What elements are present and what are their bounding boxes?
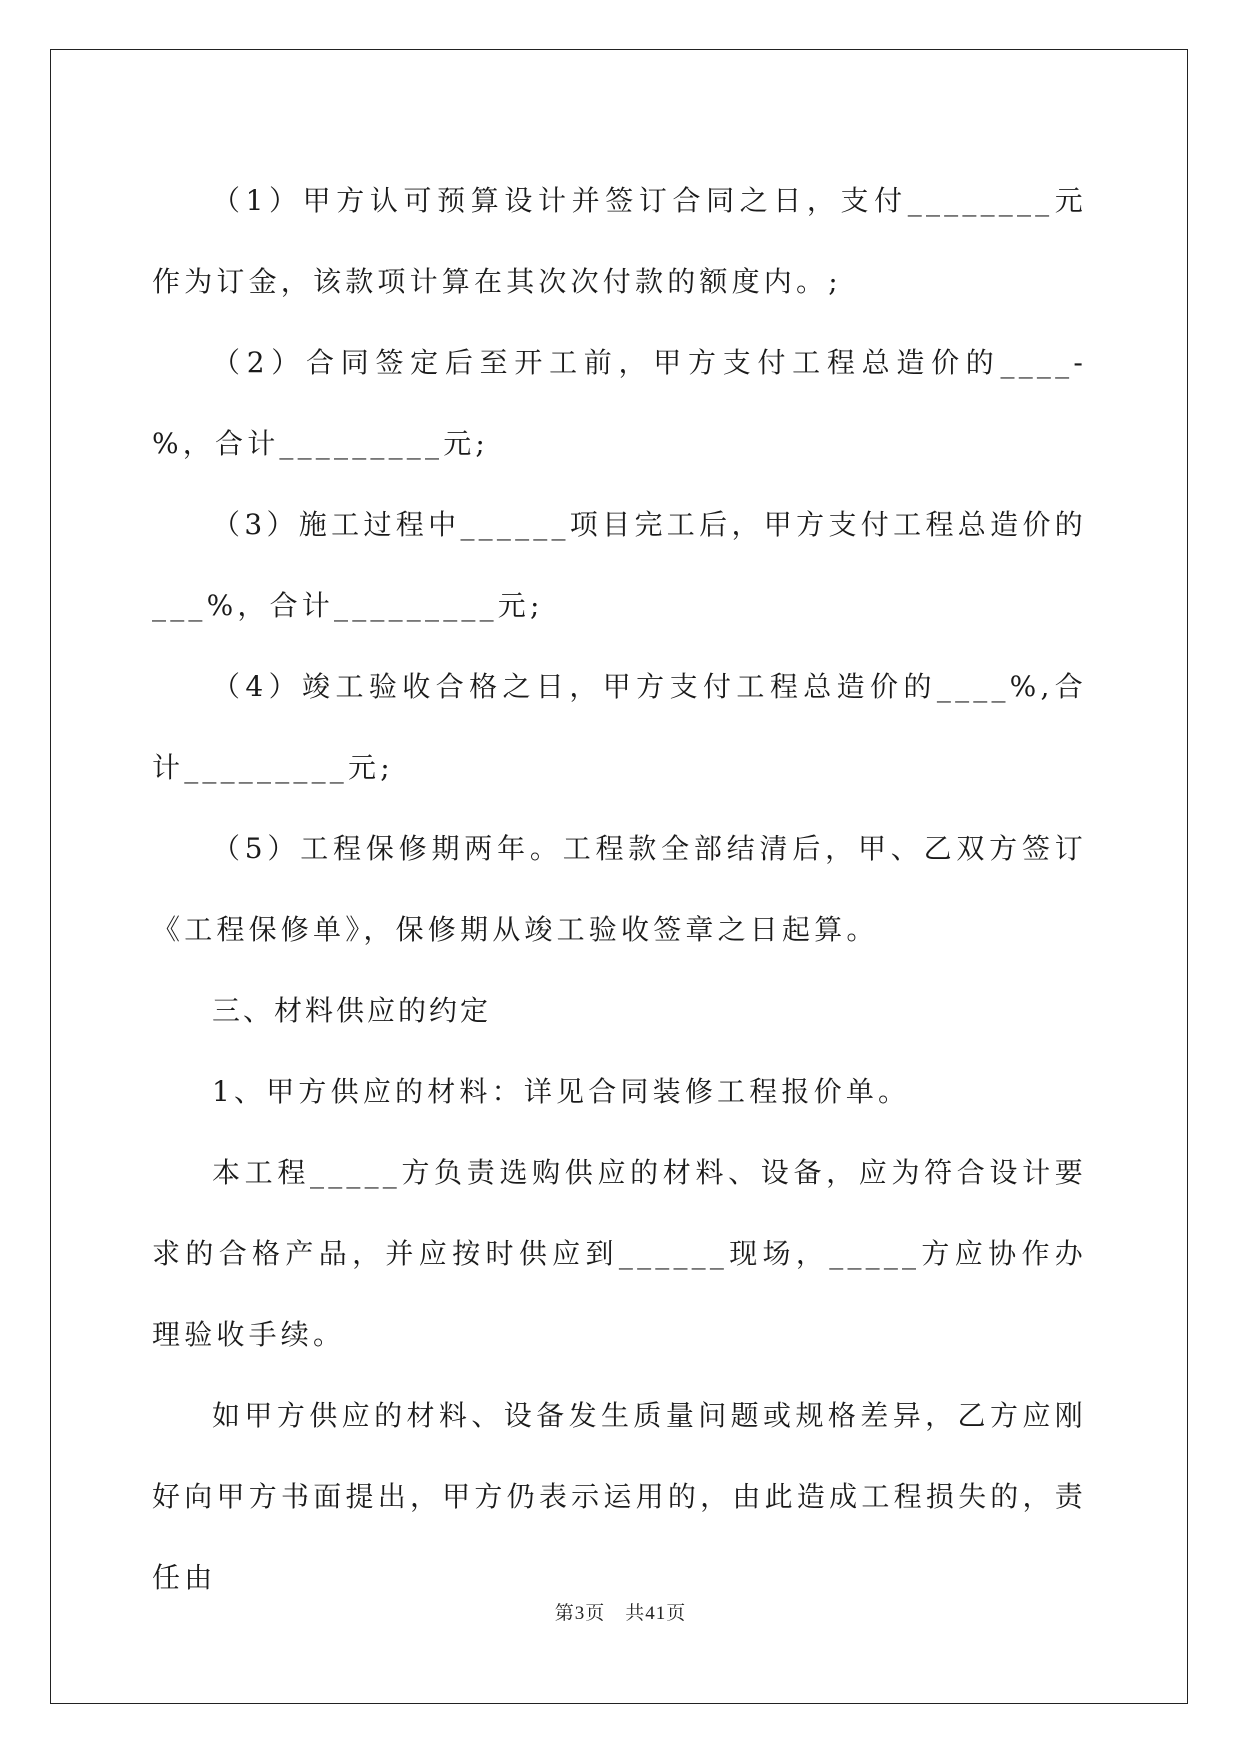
- payment-clause-5: （5）工程保修期两年。工程款全部结清后，甲、乙双方签订《工程保修单》，保修期从竣工验收签章之日起算。: [152, 832, 1087, 946]
- document-body: [152, 160, 1087, 1618]
- page-number-footer: 第3页 共41页: [554, 1603, 687, 1624]
- material-clause-2: 本工程_____方负责选购供应的材料、设备，应为符合设计要求的合格产品，并应按时供应到______现场，_____方应协作办理验收手续。: [152, 1156, 1087, 1351]
- payment-clause-3: （3）施工过程中______项目完工后，甲方支付工程总造价的___%，合计_________元;: [152, 508, 1087, 622]
- section-heading-materials: 三、材料供应的约定: [212, 994, 492, 1027]
- payment-clause-4: （4）竣工验收合格之日，甲方支付工程总造价的____%,合计_________元;: [152, 670, 1087, 784]
- payment-clause-1: （1）甲方认可预算设计并签订合同之日，支付________元作为订金，该款项计算在其次次付款的额度内。;: [152, 184, 1087, 298]
- material-clause-3: 如甲方供应的材料、设备发生质量问题或规格差异，乙方应刚好向甲方书面提出，甲方仍表示运用的，由此造成工程损失的，责任由: [152, 1399, 1087, 1594]
- payment-clause-2: （2）合同签定后至开工前，甲方支付工程总造价的____-%，合计_________元;: [152, 346, 1087, 460]
- material-clause-1: 1、甲方供应的材料：详见合同装修工程报价单。: [212, 1075, 911, 1108]
